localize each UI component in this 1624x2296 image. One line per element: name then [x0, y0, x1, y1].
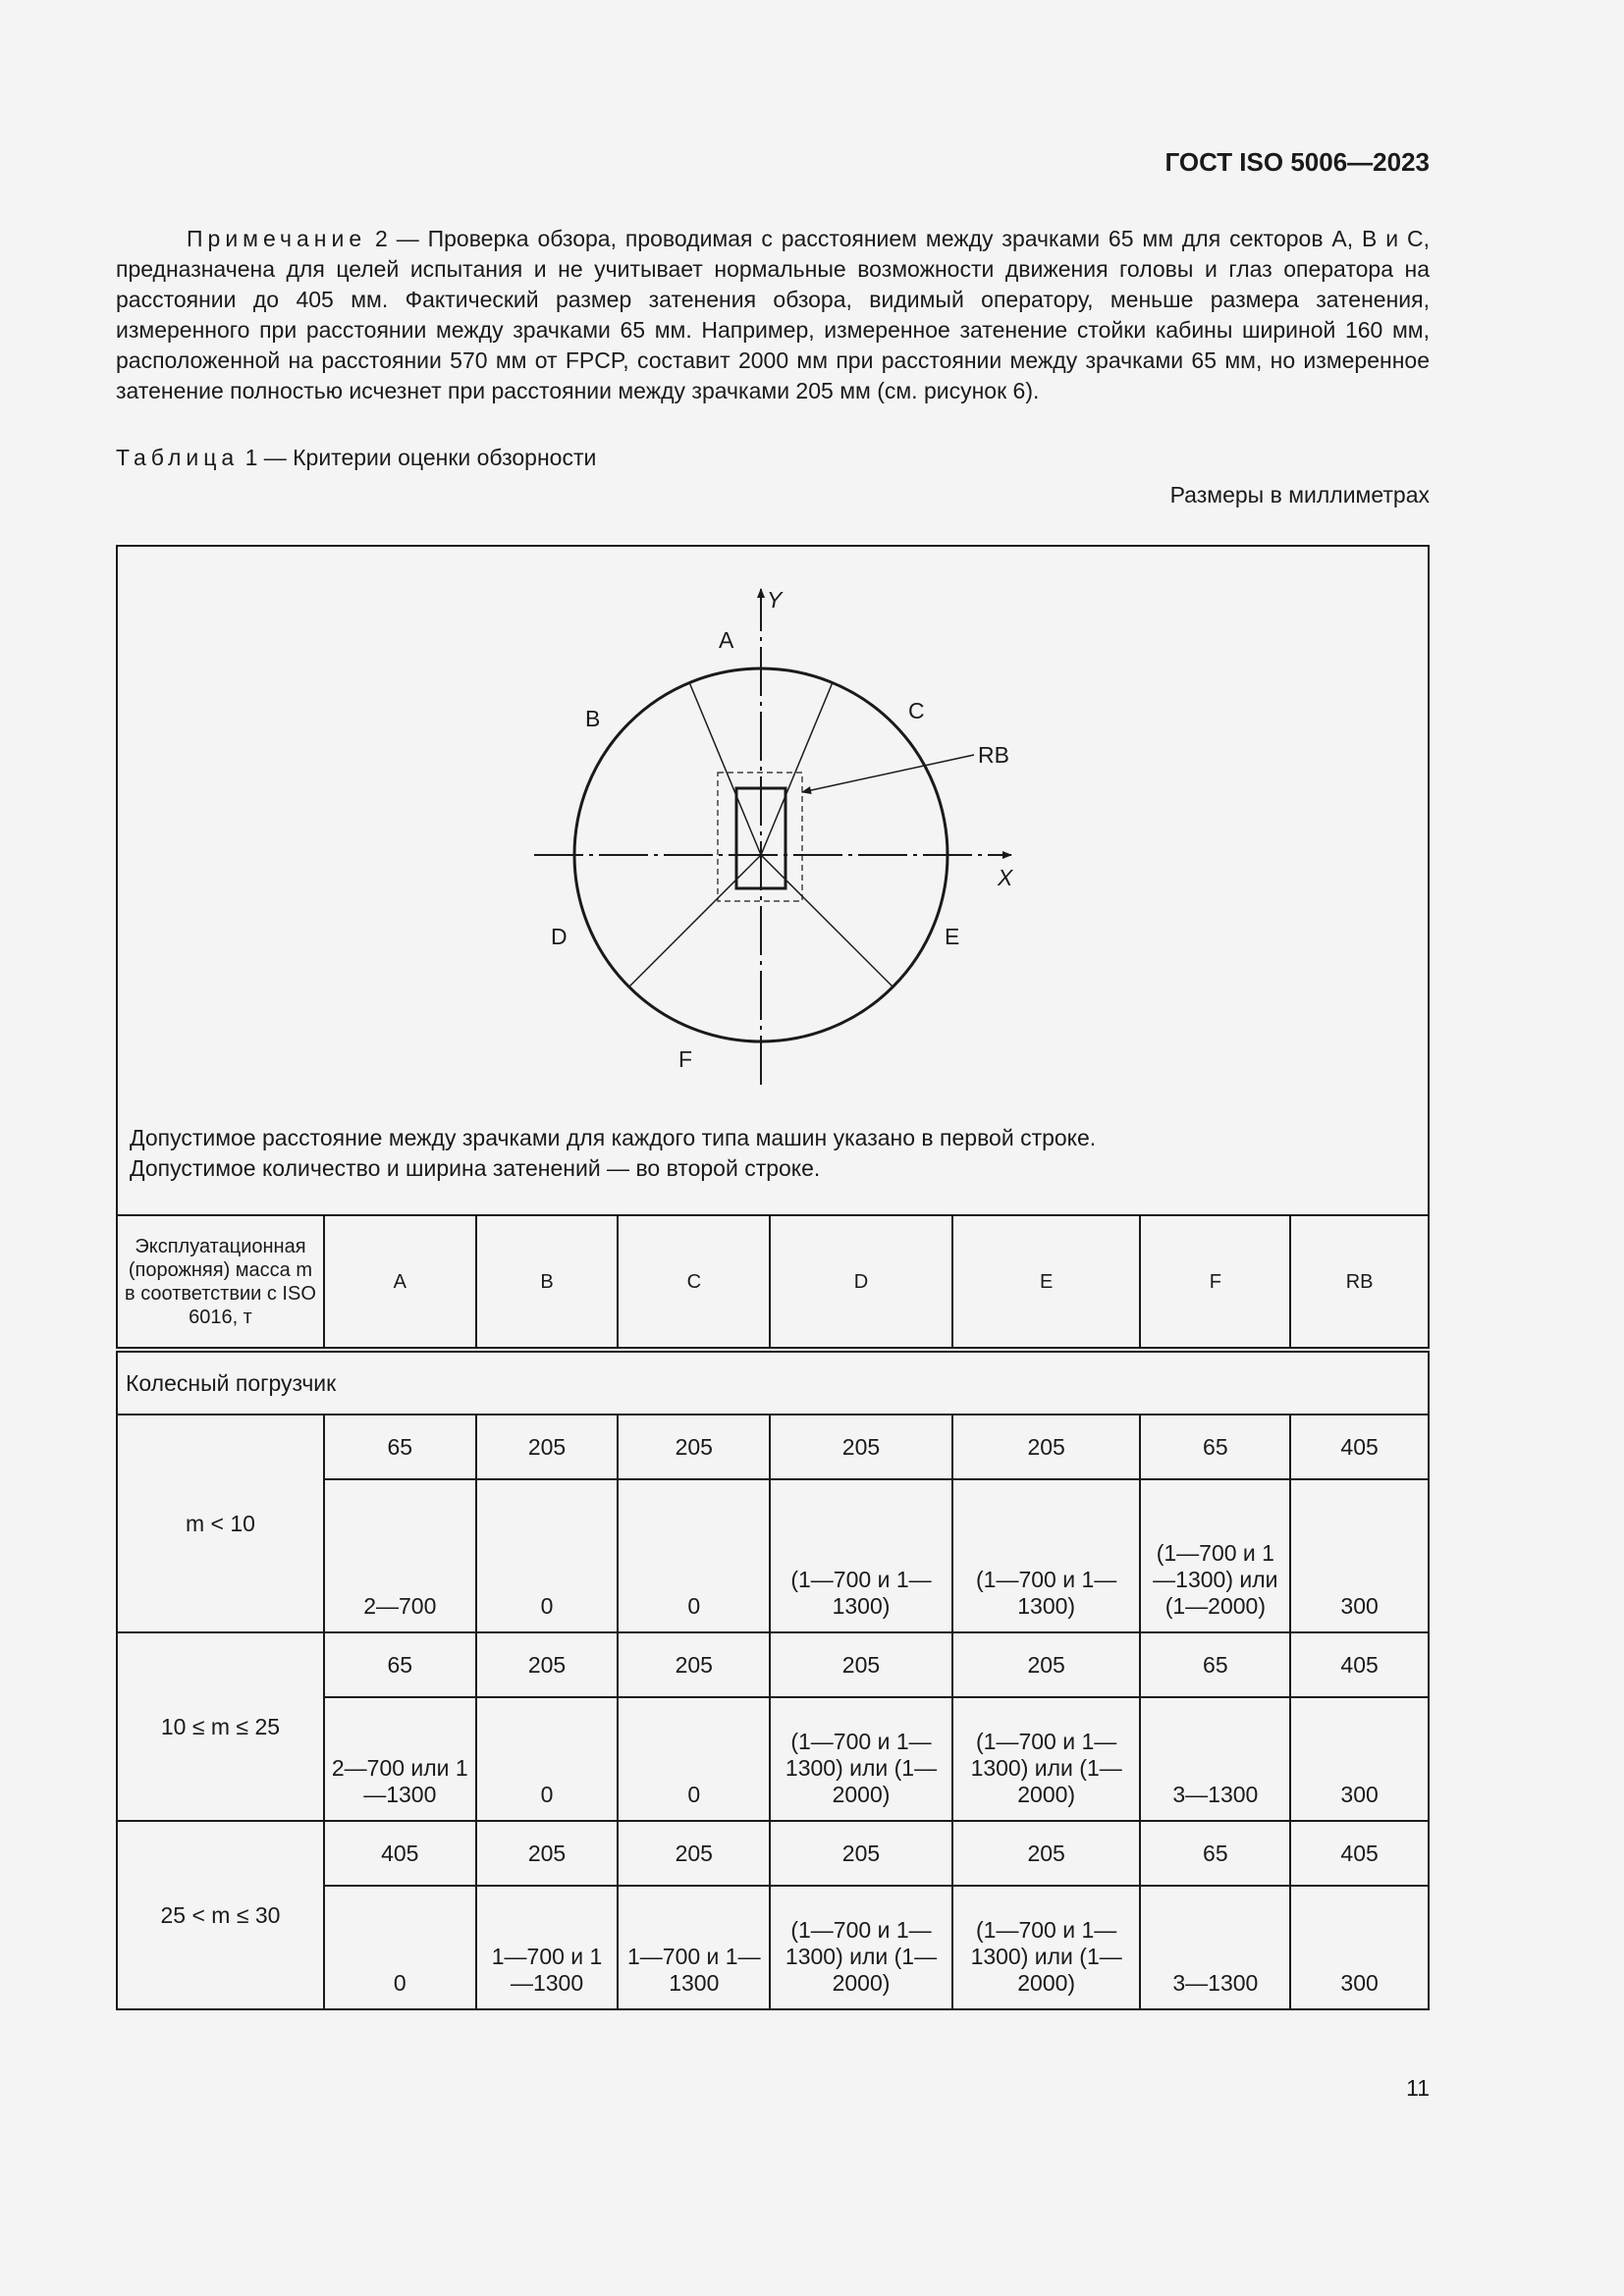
- shadow-cell: 3—1300: [1140, 1697, 1290, 1821]
- col-header-f: F: [1140, 1215, 1290, 1350]
- distance-cell: 205: [770, 1415, 952, 1479]
- shadow-cell: 1—700 и 1—1300: [618, 1886, 770, 2009]
- mass-range-label: m < 10: [117, 1415, 324, 1632]
- rb-label: RB: [978, 742, 1009, 768]
- caption-line-2: Допустимое количество и ширина затенений — во второй строке.: [130, 1155, 821, 1181]
- shadow-cell: 300: [1290, 1886, 1429, 2009]
- caption-line-1: Допустимое расстояние между зрачками для каждого типа машин указано в первой строке.: [130, 1125, 1097, 1150]
- distance-cell: 405: [1290, 1415, 1429, 1479]
- distance-cell: 65: [324, 1632, 476, 1697]
- distance-cell: 205: [952, 1821, 1141, 1886]
- table-title-label: Таблица: [116, 445, 240, 470]
- visibility-diagram: [118, 547, 1432, 1116]
- rb-leader-arrow: [802, 755, 974, 792]
- distance-cell: 205: [952, 1415, 1141, 1479]
- shadow-cell: 0: [476, 1479, 619, 1632]
- sector-f-label: F: [678, 1046, 693, 1072]
- sector-b-label: B: [585, 706, 601, 731]
- distance-cell: 405: [1290, 1821, 1429, 1886]
- group-row: [117, 1350, 1429, 1415]
- shadow-cell: 2—700: [324, 1479, 476, 1632]
- distance-cell: 205: [770, 1632, 952, 1697]
- axis-x-label: X: [998, 865, 1013, 890]
- shadow-cell: (1—700 и 1—1300): [952, 1479, 1141, 1632]
- table-title: [116, 445, 596, 471]
- shadow-cell: (1—700 и 1—1300) или (1—2000): [770, 1697, 952, 1821]
- note-number: 2 —: [366, 226, 428, 251]
- sector-line-ac: [761, 682, 833, 855]
- standard-code: ГОСТ ISO 5006—2023: [1164, 147, 1430, 177]
- shadow-cell: 3—1300: [1140, 1886, 1290, 2009]
- criteria-table: [116, 1214, 1430, 2010]
- units-note: Размеры в миллиметрах: [1169, 482, 1430, 507]
- diagram-frame: [116, 545, 1430, 1215]
- shadow-cell: 0: [476, 1697, 619, 1821]
- col-header-d: D: [770, 1215, 952, 1350]
- sector-c-label: C: [908, 698, 925, 723]
- note-paragraph: [116, 224, 1430, 406]
- table-row-distance: [117, 1415, 1429, 1479]
- shadow-cell: 1—700 и 1—1300: [476, 1886, 619, 2009]
- distance-cell: 205: [770, 1821, 952, 1886]
- col-header-b: B: [476, 1215, 619, 1350]
- distance-cell: 405: [324, 1821, 476, 1886]
- col-header-rb: RB: [1290, 1215, 1429, 1350]
- col-header-a: A: [324, 1215, 476, 1350]
- sector-line-ab: [689, 682, 761, 855]
- distance-cell: 205: [618, 1632, 770, 1697]
- shadow-cell: (1—700 и 1—1300): [770, 1479, 952, 1632]
- shadow-cell: (1—700 и 1—1300) или (1—2000): [770, 1886, 952, 2009]
- sector-a-label: A: [719, 627, 734, 653]
- distance-cell: 205: [618, 1415, 770, 1479]
- shadow-cell: (1—700 и 1—1300) или (1—2000): [952, 1886, 1141, 2009]
- note-text: Проверка обзора, проводимая с расстоянием между зрачками 65 мм для секторов А, В и С, предназначена для целей испытания и не учитывает нормальные возможности движения головы и глаз оператора на расстоянии до 405 мм. Фактический размер затенения обзора, видимый оператору, меньше размера затенения, измеренного при расстоянии между зрачками 65 мм. Например, измеренное затенение стойки кабины шириной 160 мм, расположенной на расстоянии 570 мм от FPCP, составит 2000 мм при расстоянии между зрачками 65 мм, но измеренное затенение полностью исчезнет при расстоянии между зрачками 205 мм (см. рисунок 6).: [116, 226, 1430, 403]
- sector-d-label: D: [551, 924, 568, 949]
- distance-cell: 205: [476, 1632, 619, 1697]
- mass-range-label: 10 ≤ m ≤ 25: [117, 1632, 324, 1821]
- table-header-row: [117, 1215, 1429, 1350]
- distance-cell: 205: [476, 1821, 619, 1886]
- sector-line-ce: [761, 855, 893, 987]
- distance-cell: 205: [952, 1632, 1141, 1697]
- shadow-cell: 300: [1290, 1479, 1429, 1632]
- shadow-cell: 0: [618, 1697, 770, 1821]
- distance-cell: 205: [618, 1821, 770, 1886]
- col-header-e: E: [952, 1215, 1141, 1350]
- distance-cell: 65: [324, 1415, 476, 1479]
- shadow-cell: 300: [1290, 1697, 1429, 1821]
- axis-y-label: Y: [767, 587, 783, 613]
- shadow-cell: (1—700 и 1—1300) или (1—2000): [1140, 1479, 1290, 1632]
- shadow-cell: 2—700 или 1—1300: [324, 1697, 476, 1821]
- sector-line-bd: [629, 855, 761, 987]
- col-header-c: C: [618, 1215, 770, 1350]
- mass-range-label: 25 < m ≤ 30: [117, 1821, 324, 2009]
- distance-cell: 205: [476, 1415, 619, 1479]
- shadow-cell: 0: [618, 1479, 770, 1632]
- table-row-distance: [117, 1821, 1429, 1886]
- distance-cell: 65: [1140, 1632, 1290, 1697]
- page-number: 11: [1406, 2075, 1430, 2101]
- shadow-cell: 0: [324, 1886, 476, 2009]
- shadow-cell: (1—700 и 1—1300) или (1—2000): [952, 1697, 1141, 1821]
- mass-header: Эксплуатационная (порожняя) масса m в соответствии с ISO 6016, т: [117, 1215, 324, 1350]
- distance-cell: 65: [1140, 1821, 1290, 1886]
- machine-group: Колесный погрузчик: [117, 1350, 1429, 1415]
- distance-cell: 405: [1290, 1632, 1429, 1697]
- table-title-text: 1 — Критерии оценки обзорности: [239, 445, 597, 470]
- table-row-distance: [117, 1632, 1429, 1697]
- note-label: Примечание: [187, 226, 367, 251]
- sector-e-label: E: [945, 924, 960, 949]
- distance-cell: 65: [1140, 1415, 1290, 1479]
- diagram-caption: [130, 1123, 1096, 1184]
